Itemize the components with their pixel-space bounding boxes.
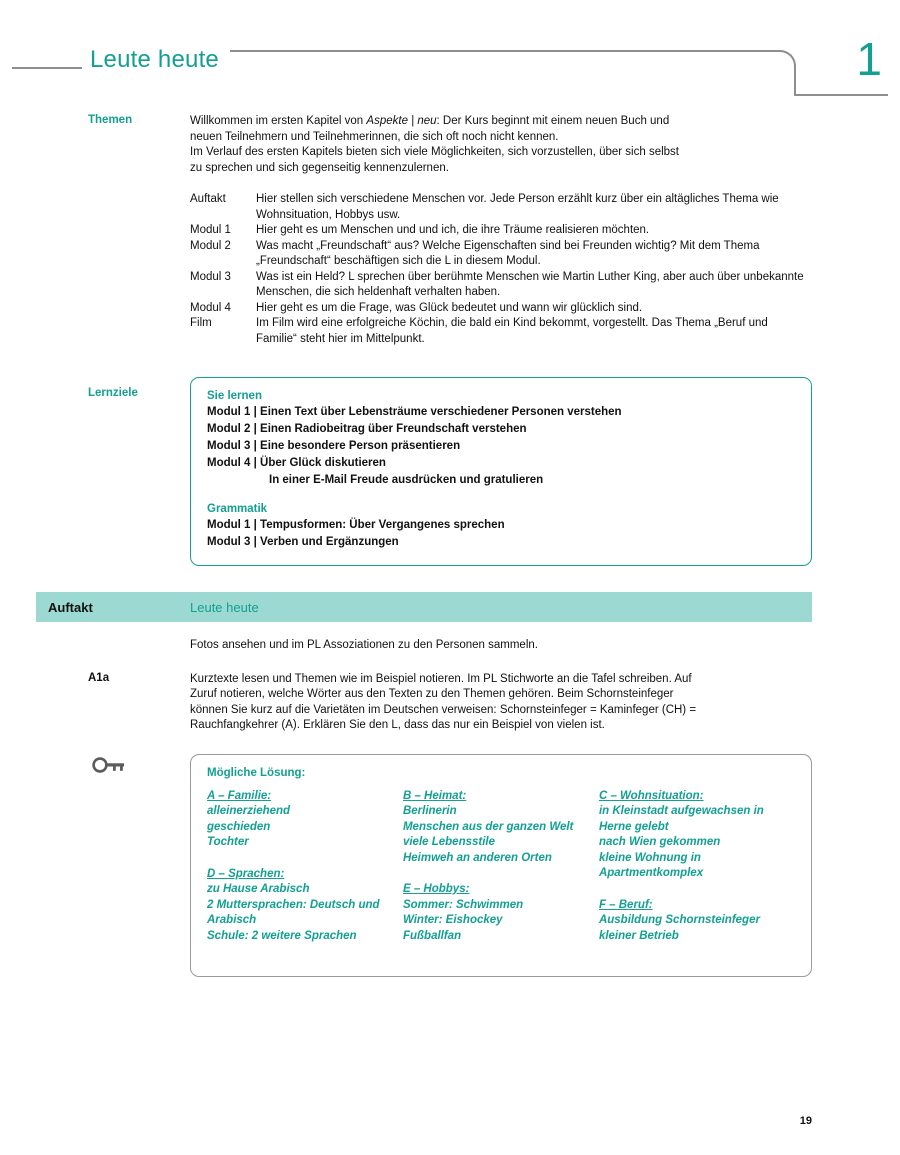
lernziele-heading-sie-lernen: Sie lernen — [207, 390, 262, 402]
solution-item: alleinerziehend — [207, 805, 291, 817]
auftakt-title: Leute heute — [190, 599, 259, 615]
a1a-line-3: können Sie kurz auf die Varietäten im Deutschen verweisen: Schornsteinfeger = Kaminfeger (CH) = — [190, 703, 697, 716]
solution-grid — [207, 789, 795, 961]
solution-item: Sommer: Schwimmen — [402, 898, 524, 911]
solution-item: Ausbildung Schornsteinfeger — [598, 914, 760, 926]
header-rule-left — [12, 67, 82, 69]
themen-intro-text-b: : Der Kurs beginnt mit einem neuen Buch und — [436, 115, 670, 127]
key-icon — [92, 756, 126, 774]
solution-item: Arabisch — [207, 914, 257, 926]
module-list — [190, 192, 810, 347]
lernziele-spacer — [207, 489, 795, 503]
lernziele-subline: In einer E-Mail Freude ausdrücken und gratulieren — [269, 474, 544, 486]
header-rule-right — [796, 94, 888, 96]
module-row — [190, 270, 810, 301]
a1a-section — [0, 672, 900, 734]
themen-intro-line-2: neuen Teilnehmern und Teilnehmerinnen, die sich oft noch nicht kennen. — [190, 130, 559, 143]
lernziele-label: Lernziele — [88, 387, 138, 399]
themen-section — [0, 112, 900, 347]
page-number: 19 — [799, 1115, 812, 1127]
solution-group — [403, 789, 589, 867]
solution-group-title: A – Familie: — [207, 789, 272, 802]
lernziele-line: Modul 2 | Einen Radiobeitrag über Freundschaft verstehen — [207, 423, 527, 435]
solution-group-title: D – Sprachen: — [207, 867, 285, 880]
solution-item: Apartmentkomplex — [598, 867, 704, 879]
themen-label: Themen — [88, 114, 133, 126]
solution-item: Fußballfan — [402, 929, 462, 942]
solution-group-title: C – Wohnsituation: — [598, 789, 704, 802]
solution-item: zu Hause Arabisch — [207, 883, 310, 895]
solution-item: Winter: Eishockey — [402, 914, 503, 926]
chapter-number: 1 — [856, 33, 882, 85]
solution-group — [207, 789, 393, 851]
module-row — [190, 301, 810, 317]
lernziele-line: Modul 3 | Eine besondere Person präsentieren — [207, 440, 461, 452]
solution-group-title: B – Heimat: — [402, 789, 467, 802]
solution-item: Menschen aus der ganzen Welt — [402, 820, 574, 833]
lernziele-box — [190, 377, 812, 566]
solution-group-title: F – Beruf: — [598, 898, 653, 911]
module-name: Film — [190, 317, 212, 329]
grammatik-line: Modul 1 | Tempusformen: Über Vergangenes sprechen — [207, 519, 505, 531]
solution-item: viele Lebensstile — [402, 836, 496, 848]
solution-column — [207, 789, 403, 961]
solution-column — [599, 789, 795, 961]
solution-item: Berlinerin — [402, 805, 457, 817]
solution-item: 2 Muttersprachen: Deutsch und — [207, 898, 380, 911]
a1a-label: A1a — [88, 671, 110, 684]
page-title: Leute heute — [90, 46, 219, 73]
themen-intro-italic: Aspekte | neu — [366, 115, 437, 127]
solution-item: nach Wien gekommen — [598, 836, 721, 848]
header-curve-decoration — [230, 50, 796, 96]
solution-group — [207, 867, 393, 945]
solution-item: kleine Wohnung in — [598, 851, 701, 864]
themen-intro-line-3: Im Verlauf des ersten Kapitels bieten sich viele Möglichkeiten, sich vorzustellen, über sich selbst — [190, 146, 679, 158]
module-text: Im Film wird eine erfolgreiche Köchin, die bald ein Kind bekommt, vorgestellt. Das Thema „Beruf und Familie“ steht hier im Mittelpunkt. — [256, 317, 768, 345]
solution-column — [403, 789, 599, 961]
solution-group — [599, 789, 785, 882]
module-text: Hier geht es um Menschen und und ich, die ihre Träume realisieren möchten. — [256, 224, 650, 236]
grammatik-line: Modul 3 | Verben und Ergänzungen — [207, 536, 399, 548]
solution-group — [599, 898, 785, 945]
solution-item: in Kleinstadt aufgewachsen in — [598, 805, 764, 817]
module-text: Was macht „Freundschaft“ aus? Welche Eigenschaften sind bei Freunden wichtig? Mit dem Thema „Freundschaft“ beschäftigen sich die L in diesem Modul. — [256, 239, 760, 267]
solution-item: kleiner Betrieb — [598, 929, 679, 942]
lernziele-subline-wrapper — [207, 472, 795, 489]
auftakt-instruction: Fotos ansehen und im PL Assoziationen zu den Personen sammeln. — [190, 639, 538, 651]
a1a-line-2: Zuruf notieren, welche Wörter aus den Texten zu den Themen gehören. Beim Schornsteinfeger — [190, 688, 674, 700]
module-row — [190, 223, 810, 239]
auftakt-label: Auftakt — [48, 599, 93, 615]
page-content — [0, 112, 900, 977]
a1a-line-1: Kurztexte lesen und Themen wie im Beispiel notieren. Im PL Stichworte an die Tafel schreiben. Auf — [190, 672, 692, 685]
module-text: Hier stellen sich verschiedene Menschen vor. Jede Person erzählt kurz über ein altägliches Thema wie Wohnsituation, Hobbys usw. — [256, 193, 779, 221]
module-row — [190, 316, 810, 347]
module-name: Auftakt — [190, 193, 226, 205]
lernziele-line: Modul 4 | Über Glück diskutieren — [207, 457, 386, 469]
a1a-body — [190, 672, 810, 734]
module-row — [190, 192, 810, 223]
module-name: Modul 2 — [190, 239, 231, 252]
solution-item: geschieden — [207, 820, 271, 833]
page-header — [0, 33, 900, 100]
module-name: Modul 3 — [190, 270, 231, 283]
lernziele-heading-grammatik: Grammatik — [207, 503, 268, 515]
lernziele-section — [0, 377, 900, 566]
solution-group — [403, 882, 589, 944]
solution-group-title: E – Hobbys: — [402, 883, 470, 895]
solution-item: Heimweh an anderen Orten — [402, 851, 552, 864]
themen-intro-line-4: zu sprechen und sich gegenseitig kennenzulernen. — [190, 161, 449, 174]
module-name: Modul 4 — [190, 301, 231, 314]
themen-intro-text-a: Willkommen im ersten Kapitel von — [190, 115, 367, 127]
themen-intro-line-1 — [190, 114, 810, 130]
auftakt-section-bar — [36, 592, 812, 622]
module-text: Was ist ein Held? L sprechen über berühmte Menschen wie Martin Luther King, aber auch über unbekannte Menschen, die sich heldenhaft verhalten haben. — [256, 270, 804, 298]
solution-box — [190, 754, 812, 978]
auftakt-instruction-block — [0, 638, 900, 654]
solution-item: Tochter — [207, 836, 249, 848]
solution-item: Herne gelebt — [598, 820, 669, 833]
lernziele-line: Modul 1 | Einen Text über Lebensträume verschiedener Personen verstehen — [207, 406, 622, 418]
module-text: Hier geht es um die Frage, was Glück bedeutet und wann wir glücklich sind. — [256, 301, 643, 314]
solution-item: Schule: 2 weitere Sprachen — [207, 929, 357, 942]
themen-body — [190, 114, 810, 347]
module-name: Modul 1 — [190, 224, 231, 236]
solution-section — [0, 754, 900, 978]
module-row — [190, 239, 810, 270]
a1a-line-4: Rauchfangkehrer (A). Erklären Sie den L, dass das nur ein Beispiel von vielen ist. — [190, 719, 605, 731]
solution-heading: Mögliche Lösung: — [207, 766, 306, 779]
